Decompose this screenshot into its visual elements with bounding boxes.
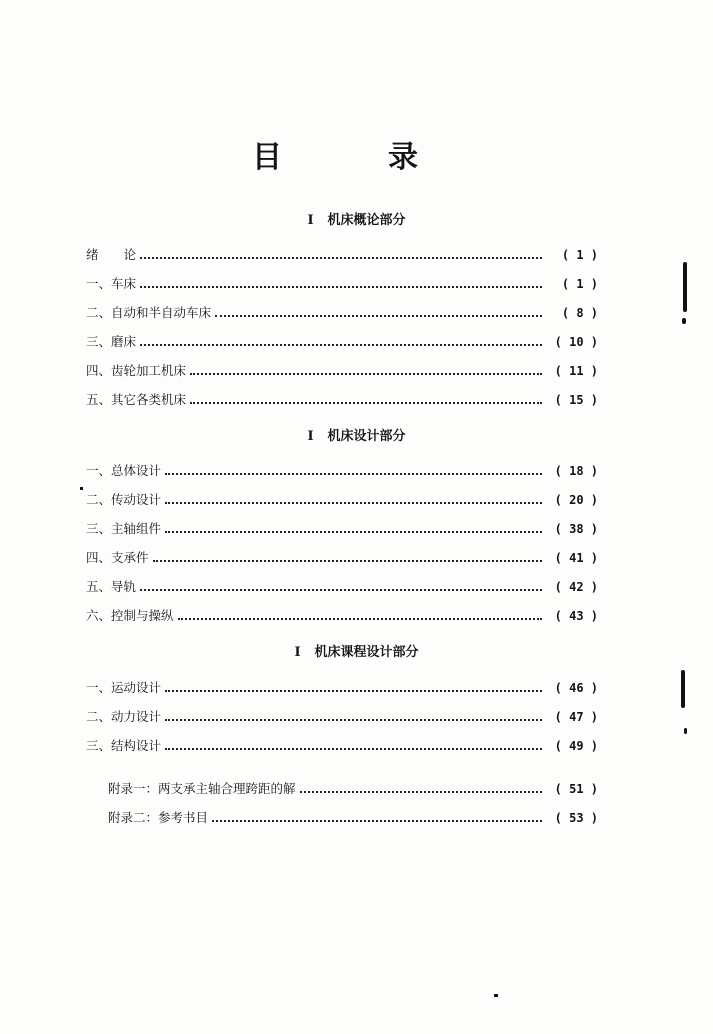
entry-label: 绪 论	[86, 247, 137, 262]
entry-page-number: ( 8 )	[561, 306, 598, 320]
leader-dots	[165, 690, 542, 692]
entry-label: 一、车床	[86, 276, 137, 291]
section-heading-number: I	[307, 429, 314, 444]
entry-page-number: ( 18 )	[554, 464, 598, 478]
entry-label: 三、主轴组件	[86, 521, 162, 536]
toc-entry[interactable]	[86, 490, 598, 510]
leader-dots	[165, 531, 542, 533]
leader-dots	[212, 820, 542, 822]
toc-entry[interactable]	[86, 332, 598, 352]
title-char-1: 目	[252, 140, 282, 175]
entry-page-number: ( 38 )	[554, 522, 598, 536]
toc-entry[interactable]	[86, 303, 598, 323]
entry-page-number: ( 10 )	[554, 335, 598, 349]
entry-page-number: ( 53 )	[554, 811, 598, 825]
scan-mark	[683, 262, 687, 312]
leader-dots	[300, 791, 542, 793]
page-title	[0, 138, 713, 178]
leader-dots	[165, 748, 542, 750]
leader-dots	[165, 473, 542, 475]
entry-label: 五、导轨	[86, 579, 137, 594]
leader-dots	[165, 502, 542, 504]
entry-page-number: ( 47 )	[554, 710, 598, 724]
section-heading-3	[0, 644, 713, 662]
entry-label: 附录二：参考书目	[108, 810, 209, 825]
scan-mark	[494, 994, 498, 997]
toc-entry[interactable]	[86, 577, 598, 597]
entry-page-number: ( 41 )	[554, 551, 598, 565]
toc-entry[interactable]	[86, 707, 598, 727]
entry-label: 一、运动设计	[86, 680, 162, 695]
leader-dots	[190, 373, 542, 375]
leader-dots	[153, 560, 542, 562]
entry-page-number: ( 1 )	[561, 277, 598, 291]
scan-mark	[80, 487, 83, 490]
leader-dots	[140, 286, 542, 288]
entry-page-number: ( 11 )	[554, 364, 598, 378]
entry-page-number: ( 20 )	[554, 493, 598, 507]
toc-entry[interactable]	[86, 361, 598, 381]
section-heading-1	[0, 212, 713, 230]
toc-appendix-entry[interactable]	[108, 808, 598, 828]
entry-label: 附录一：两支承主轴合理跨距的解	[108, 781, 296, 796]
entry-label: 四、支承件	[86, 550, 149, 565]
scan-mark	[682, 318, 686, 324]
leader-dots	[140, 257, 542, 259]
entry-label: 一、总体设计	[86, 463, 162, 478]
toc-entry[interactable]	[86, 461, 598, 481]
entry-label: 四、齿轮加工机床	[86, 363, 187, 378]
section-heading-number: I	[307, 213, 314, 228]
entry-page-number: ( 15 )	[554, 393, 598, 407]
section-heading-number: I	[294, 645, 301, 660]
entry-page-number: ( 46 )	[554, 681, 598, 695]
scan-mark	[684, 728, 687, 734]
toc-entry[interactable]	[86, 390, 598, 410]
leader-dots	[178, 618, 542, 620]
entry-label: 二、动力设计	[86, 709, 162, 724]
entry-label: 五、其它各类机床	[86, 392, 187, 407]
scan-mark	[681, 670, 685, 708]
toc-appendix-entry[interactable]	[108, 779, 598, 799]
toc-entry[interactable]	[86, 519, 598, 539]
leader-dots	[215, 315, 542, 317]
title-char-2: 录	[388, 140, 418, 175]
leader-dots	[165, 719, 542, 721]
entry-page-number: ( 42 )	[554, 580, 598, 594]
entry-label: 二、传动设计	[86, 492, 162, 507]
entry-label: 三、磨床	[86, 334, 137, 349]
toc-entry[interactable]	[86, 606, 598, 626]
toc-entry[interactable]	[86, 678, 598, 698]
section-heading-text: 机床设计部分	[327, 429, 406, 444]
section-heading-2	[0, 428, 713, 446]
section-heading-text: 机床课程设计部分	[314, 645, 419, 660]
section-heading-text: 机床概论部分	[327, 213, 406, 228]
entry-page-number: ( 51 )	[554, 782, 598, 796]
entry-label: 二、自动和半自动车床	[86, 305, 212, 320]
toc-entry[interactable]	[86, 548, 598, 568]
leader-dots	[140, 589, 542, 591]
entry-label: 六、控制与操纵	[86, 608, 174, 623]
entry-page-number: ( 1 )	[561, 248, 598, 262]
entry-label: 三、结构设计	[86, 738, 162, 753]
entry-page-number: ( 43 )	[554, 609, 598, 623]
leader-dots	[190, 402, 542, 404]
toc-entry[interactable]	[86, 274, 598, 294]
toc-entry[interactable]	[86, 245, 598, 265]
entry-page-number: ( 49 )	[554, 739, 598, 753]
leader-dots	[140, 344, 542, 346]
toc-entry[interactable]	[86, 736, 598, 756]
